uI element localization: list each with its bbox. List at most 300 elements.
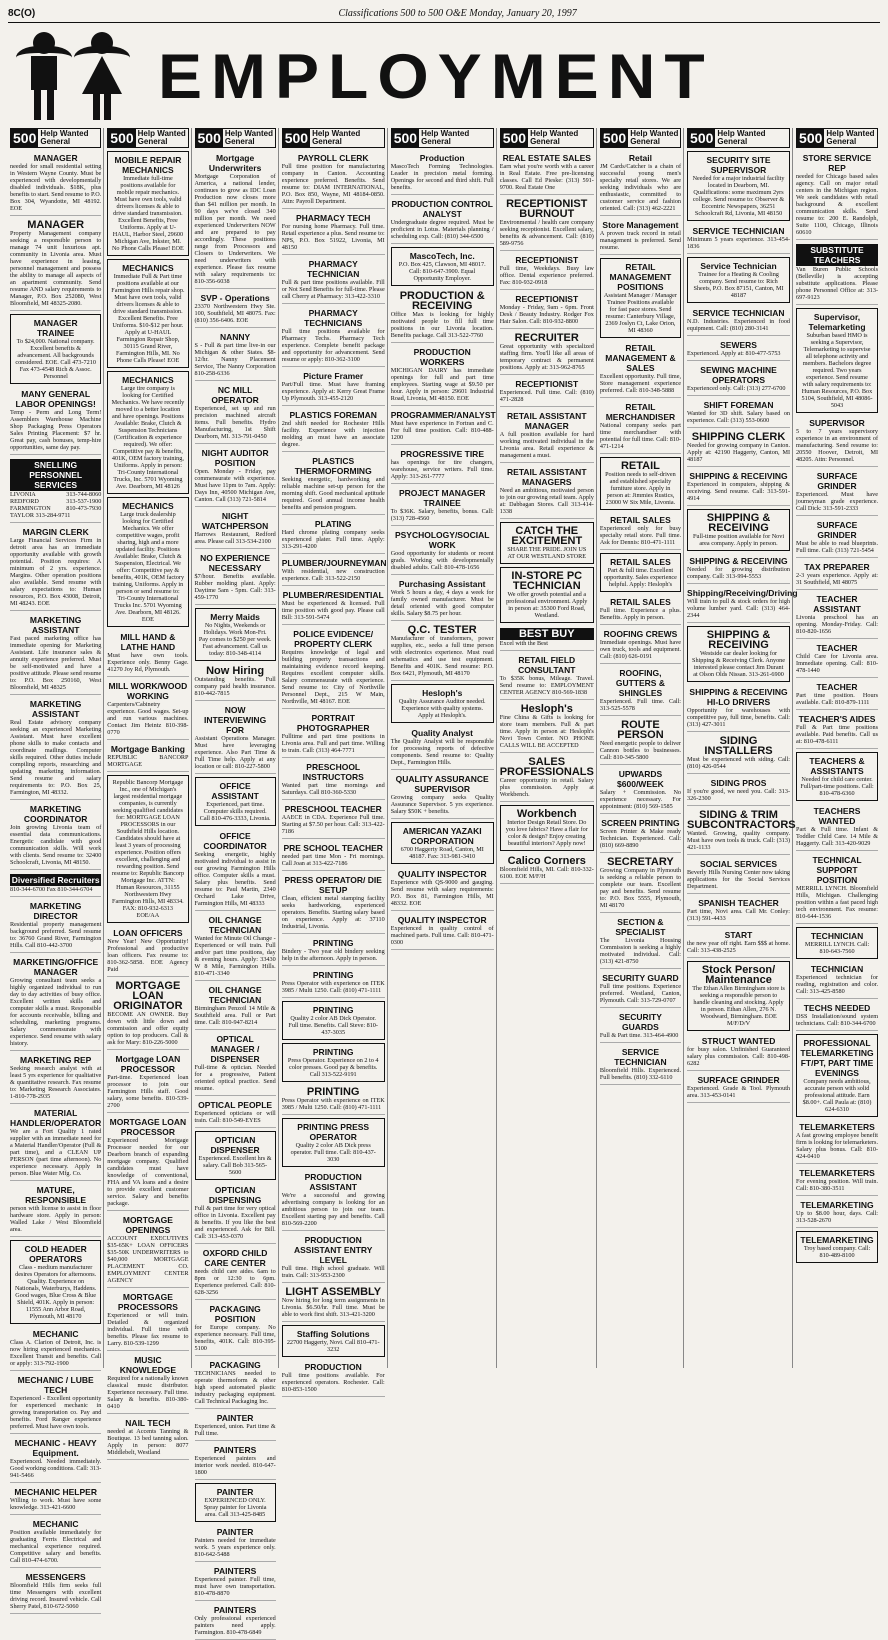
ad-heading: MILL WORK/WOOD WORKING xyxy=(108,681,188,701)
classified-ad xyxy=(796,416,878,467)
ad-heading: SHIFT FOREMAN xyxy=(703,400,774,410)
ad-heading: TELEMARKETERS xyxy=(799,1168,875,1178)
ad-heading: Staffing Solutions xyxy=(296,1329,370,1339)
classified-ad xyxy=(10,1570,101,1614)
ad-heading: Merry Maids xyxy=(210,612,260,622)
ad-heading: SECTION & SPECIALIST xyxy=(615,917,666,937)
classified-ad xyxy=(500,702,594,753)
ad-body: Full time positions. Experience preferred. Westland, Canton, Plymouth. Call: 313-729-0707 xyxy=(599,983,682,1004)
classified-column xyxy=(105,128,191,1456)
classified-ad xyxy=(195,1603,276,1640)
ad-body: Experienced. Full time. Call: (810) 471-2828 xyxy=(499,389,594,403)
ad-heading: MascoTech, Inc. xyxy=(409,251,475,261)
classification-number: 500 xyxy=(602,130,627,146)
ad-heading: TEACHER xyxy=(816,682,858,692)
classified-ad xyxy=(10,1517,101,1568)
ad-body: Need an ambitious, motivated person to join our growing retail team. Apply at: Dabbagan Stores. Call 313-414-1338 xyxy=(499,487,594,515)
ad-body: For evening position. Will train. Call: 810-380-3511 xyxy=(796,1178,879,1192)
ad-heading: PLASTICS FOREMAN xyxy=(289,410,377,420)
ad-heading: PROJECT MANAGER TRAINEE xyxy=(398,488,486,508)
classified-ad xyxy=(195,664,276,701)
classified-column xyxy=(794,128,880,1368)
ad-body: Immediate Full & Part time positions available at our Farmington Hills repair shop. Must have own tools, valid drivers licenses & able to drive standard transmission. Excellent Benefits. Free Uniforms. $10-$12 per hour. Apply at U-HAUL Farmington Repair Shop, 30115 Grand River, Farmington Hills, MI. No Phone Calls Please! EOE xyxy=(111,273,185,364)
classified-ad xyxy=(195,509,276,549)
ad-body: ACCOUNT EXECUTIVES $35-65K+ LOAN OFFICERS $35-50K UNDERWRITERS to $40,000 MORTGAGE PLACEMENT CO. EMPLOYMENT CENTER AGENCY xyxy=(107,1235,189,1284)
classified-ad xyxy=(796,641,878,678)
ad-body: Experience with QS-9000 and gauging. Send resume with salary requirements: P.O. Box 81, Farmington Hills, MI 48332. EOE xyxy=(390,879,494,907)
classified-ad xyxy=(282,1043,385,1082)
classified-ad xyxy=(687,1034,790,1071)
classified-ad xyxy=(600,718,681,765)
ad-body: Full time. High school graduate. Will train. Call: 313-953-2300 xyxy=(281,1265,385,1279)
ad-heading: TEACHER xyxy=(816,643,858,653)
ad-body: Part/Full time. Must have framing experience. Apply at: Kerry Great Frame Up Plymouth. 313-455-2120 xyxy=(281,381,385,402)
ad-body: Immediate full-time positions available for mobile repair mechanics. Must have own tools, valid drivers licenses & able to drive standard transmission. Excellent Benefits, Free Uniforms. Apply at U-HAUL, Harbor Steel, 29600 Michigan Ave, Inkster, MI. No Phone Calls Please! EOE xyxy=(111,175,184,252)
classified-ad xyxy=(10,872,101,897)
ad-body: Required for a nationally known classical music distributor. Experience necessary. Full time. Salary & benefits. 810-380-0410 xyxy=(107,1375,189,1410)
paper-date: Classifications 500 to 500 O&E Monday, January 20, 1997 xyxy=(338,7,577,19)
classified-ad xyxy=(391,486,494,526)
classified-ad xyxy=(195,1302,276,1356)
ad-body: Company needs ambitious, accurate person with solid professional attitude. Earn $8.00+. Call Paula at: (810) 624-6310 xyxy=(802,1078,872,1113)
ad-body: MERRILL LYNCH. Call: 810-643-7560 xyxy=(804,941,870,955)
ad-heading: PLUMBER/JOURNEYMAN xyxy=(281,558,387,568)
classification-label: Help Wanted General xyxy=(137,129,186,146)
classified-ad xyxy=(195,829,276,911)
classified-ad xyxy=(687,896,790,926)
classified-ad xyxy=(107,497,188,627)
ad-body: Assistant Operations Manager. Must have leveraging experience. Also Part Time & Full Time help. Apply at any location or call: 810-227-5800 xyxy=(194,735,276,770)
classified-ad xyxy=(391,726,494,770)
ad-body: the new year off right. Earn $$$ at home. Call: 313-438-2525 xyxy=(687,940,791,954)
ad-body: Seeking research analyst with at least 5 yrs experience for qualitative & quantitative research. Fax resume to: Marketing Research Associates. 1-810-778-2935 xyxy=(10,1065,102,1100)
classified-ad xyxy=(107,371,188,494)
ad-heading: SERVICE TECHNICIAN xyxy=(692,226,785,236)
ad-body: Full & part time for very optical office in Livonia. Excellent pay & benefits. If you like the best and experienced. Ask for Bill. Call: 313-453-0370 xyxy=(194,1205,276,1240)
ad-body: Residential property management background preferred. Send resume to: 36760 Grand River, Farmington Hills. Call 810-442-3700 xyxy=(10,921,102,949)
ad-body: LIVONIA 313-744-8060 REDFORD 313-537-1900 FARMINGTON 810-473-7930 TAYLOR 313-284-9711 xyxy=(10,491,102,519)
ad-body: We're a successful and growing advertising company is looking for an ambitious person to join our team. Excellent starting pay and benefits. Call 810-569-2200 xyxy=(281,1192,385,1227)
ad-heading: PAINTERS xyxy=(213,1605,257,1615)
ad-heading: PRINTING xyxy=(312,1047,354,1057)
ad-heading: SHIPPING & RECEIVING xyxy=(706,629,771,651)
classified-ad xyxy=(687,586,798,623)
classification-number: 500 xyxy=(393,130,418,146)
classified-ad xyxy=(195,291,276,328)
ad-heading: Hesloph's xyxy=(422,688,463,698)
classification-number: 500 xyxy=(502,130,527,146)
ad-heading: Purchasing Assistant xyxy=(398,579,486,589)
classified-ad xyxy=(195,551,276,605)
ad-body: AAECE in CDA. Experience Full time. Starting at $7.50 per hour. Call: 313-422-7186 xyxy=(281,814,385,835)
classified-ad xyxy=(10,1327,101,1371)
ad-body: Real Estate advisory company seeking an experienced Marketing Assistant. Must have excellent phone skills to make contacts and coordinate mailings. Computer skills required. Other duties include compiling reports, researching and updating marketing information. Send resume and salary requirements to: P.O. Box 25, Farmington, MI 48332. xyxy=(10,719,102,796)
ad-body: Experienced, set up and run precision machined aircraft items. Full benefits. Hydro Manufacturing, 1st Shift Dearborn, MI. 313-791-0450 xyxy=(194,405,276,440)
ad-heading: MECHANIC - HEAVY Equipment. xyxy=(14,1438,97,1458)
ad-heading: OFFICE ASSISTANT xyxy=(211,781,259,801)
ad-body: Bindery - Two year old bindery seeking help in the afternoon. Apply in person. xyxy=(281,948,385,962)
ad-heading: PACKAGING xyxy=(209,1360,261,1370)
ad-heading: TELEMARKETERS xyxy=(799,1122,875,1132)
ad-heading: PRODUCTION ASSISTANT xyxy=(304,1172,362,1192)
ad-body: Full time positions available for Pharmacy Techs. Pharmacy Tech experience. Complete benefit package and opportunity for advancement. Send resume or apply: 810-362-3100 xyxy=(281,328,385,363)
section-header xyxy=(195,128,276,148)
ad-body: Part time, Novi area. Call Mr. Conley: (313) 591-4433 xyxy=(687,908,791,922)
ad-heading: AMERICAN YAZAKI CORPORATION xyxy=(402,826,482,846)
ad-heading: IN-STORE PC TECHNICIAN xyxy=(511,570,583,592)
classified-ad xyxy=(195,608,276,661)
ad-heading: NO EXPERIENCE NECESSARY xyxy=(200,553,271,573)
ad-body: Quality 2 color AB Dick Operator. Full time. Benefits. Call Steve: 810-437-3035 xyxy=(288,1015,378,1036)
classified-column xyxy=(8,128,104,1610)
ad-body: Office Max is looking for highly motivated people to fill full time positions in our Livonia location. Benefits package. Call 313-522-7760 xyxy=(390,311,494,339)
ad-body: Full time. Experience a plus. Benefits. Apply in person. xyxy=(599,607,682,621)
classified-ad xyxy=(796,1198,878,1228)
ad-heading: MORTGAGE LOAN ORIGINATOR xyxy=(113,980,183,1012)
classified-ad xyxy=(195,446,276,507)
ad-body: Fast paced marketing office has immediate opening for Marketing Assistant. Life insurance sales & annuity experience preferred. Must be self-motivated and have a positive attitude. Please send resume to: P.O. Box 250160, West Bloomfield, MI 48325 xyxy=(10,635,102,691)
ad-heading: RETAIL SALES xyxy=(610,557,671,567)
ad-body: Outstanding benefits. Full company paid health insurance. 810-442-7815 xyxy=(194,676,276,697)
classified-ad xyxy=(10,314,101,384)
ad-body: Full time, Weekdays. Busy law office. Dental experience preferred. Fax: 810-932-0918 xyxy=(499,265,594,286)
classified-ad xyxy=(796,560,878,590)
section-header xyxy=(796,128,878,148)
ad-body: Birmingham Penzoil 14 Mile & Southfield area. Full or Part time. Call: 810-947-8214 xyxy=(194,1005,276,1026)
ad-body: 22700 Haggerty, Novi. Call 810-471-3232 xyxy=(286,1339,380,1353)
classified-ad xyxy=(282,1170,385,1231)
ad-heading: PLUMBER/RESIDENTIAL xyxy=(282,590,384,600)
section-header xyxy=(500,128,594,148)
classified-ad xyxy=(687,469,790,506)
classification-number: 500 xyxy=(13,130,37,146)
ad-body: Salary + Commission. No experience necessary. For appointment: (810) 569-1585 xyxy=(599,789,682,810)
classification-label: Help Wanted General xyxy=(224,129,274,146)
ad-body: Experienced, union. Part time & Full time. xyxy=(194,1423,276,1437)
ad-body: The Quality Analyst will be responsible for processing reports of defective components. Send resume to: Quality Dept., Farmington Hills. xyxy=(390,738,494,766)
ad-heading: STRUCT WANTED xyxy=(701,1036,776,1046)
classified-ad xyxy=(10,613,101,695)
ad-body: Needed for child care center. Full/part-time positions. Call: 810-478-6360 xyxy=(800,776,874,797)
ad-heading: PAINTER xyxy=(216,1527,254,1537)
ad-heading: PACKAGING POSITION xyxy=(209,1304,261,1324)
classified-ad xyxy=(195,1443,276,1480)
classified-ad xyxy=(687,224,790,254)
ad-heading: Q.C. TESTER xyxy=(407,624,477,636)
classified-ad xyxy=(282,306,385,367)
classified-ad xyxy=(500,253,594,290)
ad-heading: OFFICE COORDINATOR xyxy=(203,831,267,851)
classification-number: 500 xyxy=(197,130,221,146)
classified-ad xyxy=(600,627,681,664)
ad-body: Seeking energetic, hardworking and reliable machine set-up person for the morning shift. Good mechanical aptitude required. Good annual income health benefits and pension program. xyxy=(281,476,385,511)
classified-ad xyxy=(600,513,681,550)
ad-body: Van Buren Public Schools (Belleville) is accepting substitute applications. Please phone Personnel Office at: 313-697-9123 xyxy=(796,266,879,301)
ad-body: We are a Fort Quality 1 rated supplier with an immediate need for a Material Handler/Operator (Full & part time), and a CLEAN UP PERSON (part time afternoon). No experience necessary. Apply in person. Blue Water Mfg. Co. xyxy=(10,1128,102,1177)
ad-body: Now hiring for long term assignments in Livonia. $6.50/hr. Full time. Must be able to work first shift. 313-421-3200 xyxy=(281,1297,385,1318)
classified-ad xyxy=(687,626,790,682)
ad-heading: PRINTING PRESS OPERATOR xyxy=(297,1122,370,1142)
classified-ad xyxy=(282,1325,385,1357)
classified-ad xyxy=(600,457,681,510)
ad-body: New Year! New Opportunity! Professional and productive loan officers. Fax resume to: 810-362-5858. EOE Agency Paid xyxy=(107,938,189,973)
ad-heading: POLICE EVIDENCE/ PROPERTY CLERK xyxy=(293,629,374,649)
classified-ad xyxy=(500,197,594,251)
classified-ad xyxy=(282,257,385,304)
ad-heading: TEACHER ASSISTANT xyxy=(813,594,861,614)
classification-label: Help Wanted General xyxy=(630,129,679,146)
classified-ad xyxy=(282,968,385,998)
ad-body: Full time position for manufacturing company in Canton. Accounting experience preferred. Benefits. Send resume to: DIAM INTERNATIONAL, P.O. Box 850, Wayne, MI 48184-0850. Attn: Payroll Department. xyxy=(281,163,385,205)
classified-ad xyxy=(195,1411,276,1441)
classified-ad xyxy=(10,1436,101,1483)
classified-ad xyxy=(796,242,878,305)
ad-heading: PRESCHOOL INSTRUCTORS xyxy=(302,762,364,782)
ad-heading: PRESS OPERATOR/ DIE SETUP xyxy=(284,875,382,895)
classified-ad xyxy=(282,1233,385,1283)
ad-body: Manufacturer of transformers, power supplies, etc., seeks a full time person with electronics experience. Must read schematics and use test equipment. Benefits and 401K. Send resume: P.O. Box 6421, Plymouth, MI 48170 xyxy=(390,635,494,677)
classified-ad xyxy=(282,408,385,452)
classified-ad xyxy=(195,1564,276,1601)
ad-heading: SUBSTITUTE TEACHERS xyxy=(796,244,878,266)
ad-heading: PRESCHOOL TEACHER xyxy=(284,804,382,814)
classified-ad xyxy=(107,979,188,1050)
ad-body: Full-time & optician. Needed for a progressive, Patient oriented optical practice. Send resume. xyxy=(194,1064,276,1092)
ad-heading: NOW INTERVIEWING FOR xyxy=(204,705,267,735)
classified-ad xyxy=(500,151,594,195)
classified-ad xyxy=(10,1183,101,1237)
classification-label: Help Wanted General xyxy=(312,129,361,146)
ad-body: Full-time position available for Novi area company. Apply in person. xyxy=(692,533,785,547)
ad-body: Must be experienced with siding. Call: (810) 426-0544 xyxy=(687,756,791,770)
ad-body: 2nd shift needed for Rochester Hills facility. Experience with injection molding an must have an associate degree. xyxy=(281,420,385,448)
classified-ad xyxy=(282,1285,385,1322)
ad-body: Needed for growing distribution company. Call: 313-994-5553 xyxy=(687,566,791,580)
ad-heading: MECHANIC xyxy=(32,1519,79,1529)
ad-body: Wanted for Minute Oil Change - Experienced or will train. Full and/or part time positions, day & evening hours. Apply: 33430 W 8 Mile, Farmington Hills. 810-471-3340 xyxy=(194,935,276,977)
classified-ad xyxy=(391,623,494,681)
ad-heading: START xyxy=(724,930,753,940)
ad-body: Full time positions available. For experienced operators. Rochester. Call: 810-853-1500 xyxy=(281,1372,385,1393)
ad-body: Position available immediately for graduating Ferris Electrical and mechanical experience required. Competitive salary and benefits. Call 810-474-6700. xyxy=(10,1529,102,1564)
ad-heading: OPTICAL PEOPLE xyxy=(198,1100,273,1110)
classified-ad xyxy=(391,289,494,343)
ad-heading: CATCH THE EXCITEMENT xyxy=(511,525,583,547)
classified-ad xyxy=(195,913,276,981)
classified-ad xyxy=(600,1010,681,1043)
classified-ad xyxy=(282,841,385,871)
ad-body: 6700 Haggerty Road, Canton, MI 48187. Fax: 313-981-3410 xyxy=(400,846,484,860)
classified-column xyxy=(193,128,279,1636)
ad-body: Need energetic people to deliver Cannon bottles to businesses. Call: 810-345-5800 xyxy=(599,740,682,761)
ad-heading: NANNY xyxy=(219,332,251,342)
ad-body: Temp - Perm and Long Term! Assemblers Warehouse Machine Shop Packaging Press Operators Sales Printing Placement: $7 hr. Great pay, cash bonuses, temp-hire opportunities, same day pay. xyxy=(10,409,102,451)
classified-ad xyxy=(687,734,790,774)
classified-ad xyxy=(107,679,188,740)
ad-body: Good opportunity for students or recent grads. Working with developmentally disabled adults. Call: 810-478-1656 xyxy=(390,550,494,571)
ad-body: for Europe company. No experience necessary. Full time, benefits, 401K. Call: 810-395-5100 xyxy=(194,1324,276,1352)
ad-body: Career opportunity in retail. Salary plus commission. Apply at Workbench. xyxy=(499,777,594,798)
ad-heading: Hesloph's xyxy=(520,703,573,715)
classified-ad xyxy=(195,1358,276,1409)
ad-body: Needed for a major industrial facility located in Dearborn, MI. Qualifications: some maximum 2yrs college. Send resume to: Observer & Eccentric Newspapers, 36251 Schoolcraft Rd, Livonia, MI 48150 xyxy=(692,175,785,217)
ad-body: Up to $8.00 hour, days. Call: 313-528-2670 xyxy=(796,1210,879,1224)
ad-body: Troy based company. Call: 810-489-8100 xyxy=(803,1245,871,1259)
ad-heading: UPWARDS $600/WEEK xyxy=(617,769,664,789)
employment-banner xyxy=(8,28,880,123)
ad-body: Harrows Restaurant, Redford area. Please call 313-534-2100 xyxy=(194,531,276,545)
classified-ad xyxy=(107,742,188,772)
ad-heading: SEWERS xyxy=(720,340,757,350)
ad-heading: Workbench xyxy=(516,808,577,820)
ad-heading: SALES PROFESSIONALS xyxy=(499,756,594,778)
ad-body: Press Operator. Experience on 2 to 4 color presses. Good pay & benefits. Call 313-522-9191 xyxy=(287,1057,379,1078)
ad-body: Must be experienced & licensed. Full time position with good pay. Please call Bill: 313-591-5474 xyxy=(281,600,385,621)
ad-heading: RETAIL xyxy=(620,460,660,472)
ad-body: Experienced painters and interior work needed. 810-647-1800 xyxy=(194,1455,276,1476)
ad-heading: TEACHERS & ASSISTANTS xyxy=(809,756,865,776)
ad-heading: BEST BUY xyxy=(500,628,594,640)
ad-body: Press Operator with experience on ITEK 3985 / Multi 1250. Call: (810) 471-1111 xyxy=(281,1097,385,1111)
ad-heading: MECHANIC xyxy=(32,1329,79,1339)
ad-body: Growing consultant team seeks a highly organized individual to run day to day activities of busy office. Excellent written skills and computer skills a must. Responsible for accounts receivable, billing and scheduling, marketing programs. Salary commensurate with experience. Send resume with salary history. xyxy=(10,977,102,1047)
classified-ad xyxy=(391,684,494,723)
ad-heading: OPTICAL MANAGER / DISPENSER xyxy=(210,1034,260,1064)
classified-ad xyxy=(10,457,101,523)
ad-body: National company seeks part time merchandiser with potential for full time. Call: 810-471-1214 xyxy=(599,422,682,450)
ad-heading: SURFACE GRINDER xyxy=(697,1075,780,1085)
ad-body: Needed for growing company in Canton. Apply at: 42190 Haggerty, Canton, MI 48187 xyxy=(687,442,791,463)
classified-ad xyxy=(282,802,385,839)
ad-heading: PAINTERS xyxy=(213,1445,257,1455)
ad-heading: PRODUCTION & RECEIVING xyxy=(399,290,485,312)
ad-body: Full & Part time positions available. Paid benefits. Call us at: 810-478-6111 xyxy=(796,724,879,745)
ad-heading: MECHANIC / LUBE TECH xyxy=(17,1375,94,1395)
ad-body: Mortgage Corporation of America, a national lender, continues to grow as IDC Loan Production now closes more than $41 million per month. In 90 days we've closed 340 million per month. We need experienced Underwriters NOW and are prepared to pay accordingly. These positions range from Processors and Closers to Underwriters. We need underwriters with experience. Please fax resume with salary requirements to: 810-356-6038 xyxy=(194,173,276,285)
ad-heading: OPTICIAN DISPENSING xyxy=(208,1185,262,1205)
ad-body: Excellent opportunity. Full time, Store management experience preferred. Call: 810-348-5888 xyxy=(599,373,682,394)
classified-ad xyxy=(600,553,681,592)
classified-ad xyxy=(10,955,101,1051)
classified-ad xyxy=(687,961,790,1031)
classification-number: 500 xyxy=(799,130,823,146)
ad-heading: PHARMACY TECHNICIAN xyxy=(306,259,360,279)
ad-heading: SURFACE GRINDER xyxy=(816,471,858,491)
classified-ad xyxy=(195,151,276,289)
ad-body: Experienced painter. Full time, must have own transportation. 810-478-8870 xyxy=(194,1576,276,1597)
ad-heading: TECHS NEEDED xyxy=(803,1003,871,1013)
classified-ad xyxy=(107,1353,188,1414)
ad-body: TECHNICIANS needed to operate thermoform & other high speed automated plastic industry packaging equipment. Call Technical Packaging Inc. xyxy=(194,1370,276,1405)
ad-heading: OPTICIAN DISPENSER xyxy=(210,1135,260,1155)
classified-ad xyxy=(391,151,494,195)
ad-body: No Nights, Weekends or Holidays. Work Mon-Fri. Pay comes to $250 per week. Fast advancement. Call us today: 810-348-4114 xyxy=(198,622,272,657)
classification-number: 500 xyxy=(110,130,134,146)
ad-body: Quality 2 color AB Dick press operator. Full time. Call: 810-437-3030 xyxy=(290,1142,376,1163)
classified-ad xyxy=(195,1483,276,1522)
classified-ad xyxy=(195,330,276,381)
classified-ad xyxy=(391,867,494,911)
ad-heading: Store Management xyxy=(602,220,679,230)
classified-column xyxy=(280,128,388,1393)
ad-heading: MILL HAND & LATHE HAND xyxy=(120,632,176,652)
ad-heading: QUALITY ASSURANCE SUPERVISOR xyxy=(395,774,489,794)
classified-ad xyxy=(107,1416,188,1460)
ad-heading: MANAGER xyxy=(27,219,85,231)
ad-heading: RETAIL ASSISTANT MANAGER xyxy=(507,411,587,431)
ad-body: To $24,000. National company. Excellent benefits & advancement. All backgrounds considered. EOE. Call 473-7210 Fax 473-4548 Rich & Assoc. Personnel xyxy=(15,338,96,380)
ad-heading: SHIPPING & RECEIVING xyxy=(706,512,771,534)
ad-heading: PLATING xyxy=(314,519,352,529)
classified-ad xyxy=(10,218,101,311)
ad-heading: Picture Framer xyxy=(303,371,364,381)
ad-heading: RETAIL MANAGEMENT & SALES xyxy=(605,343,676,373)
ad-heading: TECHNICIAN xyxy=(810,964,864,974)
classified-ad xyxy=(796,1231,878,1263)
ad-body: Experienced only for busy specialty retail store. Full time. Ask for Dennis: 810-471-1111 xyxy=(599,525,682,546)
ad-heading: SECURITY GUARD xyxy=(602,973,679,983)
ad-body: Class - medium manufacturer desires Operators for afternoons. Quality. Experience on Nationals, Waterburys, Haddens. Good wages, Blue Cross & Blue Shield, 401K. Apply in person: 11555 Ann Arbor Road, Plymouth, MI 48170 xyxy=(14,1264,97,1320)
classified-ad xyxy=(796,592,878,639)
ad-heading: PRE SCHOOL TEACHER xyxy=(283,843,383,853)
classified-ad xyxy=(600,151,681,216)
classified-ad xyxy=(796,151,878,240)
ad-body: Large Financial Services Firm in detroit area has an immediate opportunity available with growth potential. Position requires: A minimum of 2 yrs. experience. Margins. Other operation positions also available. Send resume with salary expectations to: Human resources, P.O. Box 43008, Detroit, MI 48243. EOE xyxy=(10,537,102,607)
classified-ad xyxy=(687,685,790,732)
ad-body: Experienced. Needed immediately. Good working conditions. Call: 313-941-5466 xyxy=(10,1458,102,1479)
section-label: 8C(O) xyxy=(8,7,36,19)
ad-body: Part time position. Hours available. Call: 810-879-1111 xyxy=(796,692,879,706)
classified-ad xyxy=(687,338,790,361)
ad-heading: Calico Corners xyxy=(507,855,586,867)
ad-heading: MATURE, RESPONSIBLE xyxy=(25,1185,87,1205)
ad-heading: MATERIAL HANDLER/OPERATOR xyxy=(10,1108,102,1128)
ad-body: Interior Design Retail Store. Do you love fabrics? Have a flair for color & design? Enjoy creating beautiful interiors? Apply now! xyxy=(505,819,588,847)
ad-heading: SHIPPING & RECEIVING xyxy=(689,556,788,566)
classified-ad xyxy=(10,1240,101,1324)
ad-body: Bloomfield Hills firm seeks full time Messengers with excellent driving record. Insured vehicle. Call Sherry Patel, 810-672-5060 xyxy=(10,1582,102,1610)
classified-ad xyxy=(107,630,188,677)
ad-heading: ROOFING, GUTTERS & SHINGLES xyxy=(615,668,665,698)
classified-ad xyxy=(107,1052,188,1113)
ad-heading: STORE SERVICE REP xyxy=(802,153,872,173)
ad-heading: RETAIL MERCHANDISER xyxy=(605,402,676,422)
ad-heading: PLASTICS THERMOFORMING xyxy=(294,456,372,476)
classified-ad xyxy=(282,873,385,934)
classified-ad xyxy=(195,777,276,826)
classified-ad xyxy=(10,151,101,216)
ad-heading: PROFESSIONAL TELEMARKETING FT/PT, PART TIME EVENINGS xyxy=(800,1038,874,1078)
classified-ad xyxy=(10,1106,101,1181)
classified-ad xyxy=(796,927,878,959)
ad-body: Hard chrome plating company seeks experienced plater. Full time. Apply: 313-291-4200 xyxy=(281,529,385,550)
classified-ad xyxy=(391,822,494,864)
ad-body: Trainee for a Heating & Cooling company. Send resume to: Rich Sheets, P.O. Box 87151, Canton, MI 48187 xyxy=(693,271,784,299)
ad-body: Must be able to read blueprints. Full time. Call: (313) 721-5454 xyxy=(796,540,879,554)
ad-heading: SIDING PROS xyxy=(710,778,767,788)
ad-heading: NIGHT WATCHPERSON xyxy=(201,511,269,531)
classified-ad xyxy=(796,712,878,749)
classified-ad xyxy=(282,211,385,255)
ad-body: The Livonia Housing Commission is seeking a highly motivated individual. Call: (313) 421-8750 xyxy=(599,937,682,965)
classified-ad xyxy=(10,1053,101,1104)
ad-body: Earn what you're worth with a career in Real Estate. Free pre-licensing classes. Call Ed Pieske: (313) 591-9700. Real Estate One xyxy=(499,163,594,191)
classified-column xyxy=(685,128,798,1368)
ad-heading: PRODUCTION xyxy=(304,1362,362,1372)
ad-body: Environmental / health care company seeking receptionist. Excellent salary, benefits & advancement. Call: (810) 589-9756 xyxy=(499,219,594,247)
ad-heading: PAYROLL CLERK xyxy=(297,153,369,163)
ad-heading: OIL CHANGE TECHNICIAN xyxy=(208,915,262,935)
